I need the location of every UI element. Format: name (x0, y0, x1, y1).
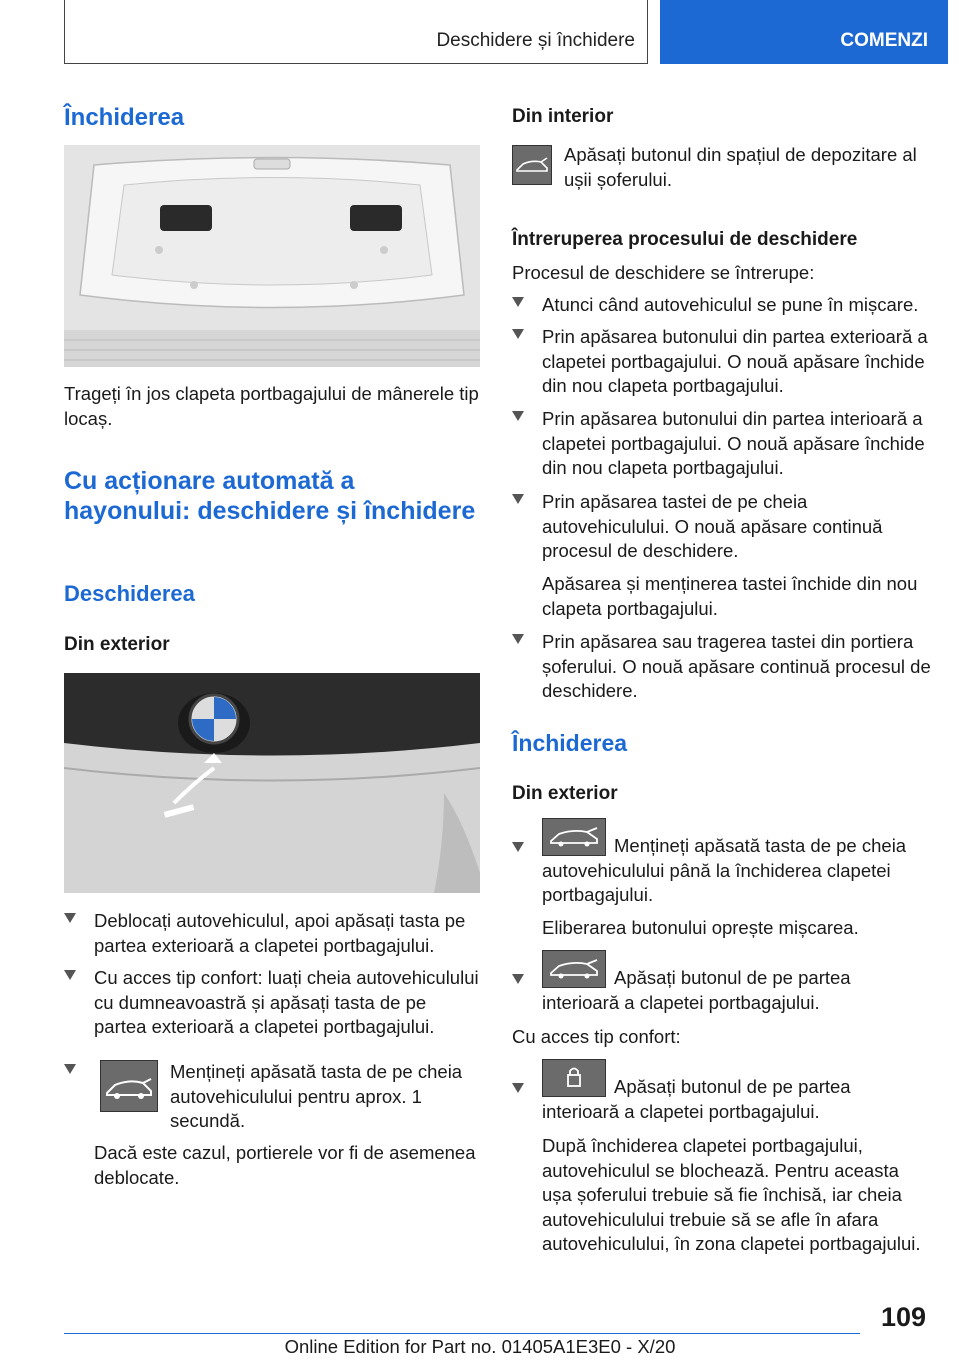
car-key-trunk-icon (100, 1060, 158, 1112)
list-item: Atunci când autovehiculul se pune în mișcare. (512, 293, 932, 318)
list-item: Deblocați autovehiculul, apoi apăsați tasta pe partea exterioară a clapetei portbagajului. (64, 909, 480, 958)
close3-note: După închiderea clapetei portbagajului, autovehiculul se blochează. Pentru aceasta ușa șoferului trebuie să fie închisă, iar cheia autovehiculului trebuie să se afle în afara autovehiculului, în zona clapetei portbagajului. (542, 1135, 921, 1254)
list-item: Prin apăsarea sau tragerea tastei din portiera șoferului. O nouă apăsare continuă procesul de deschidere. (512, 630, 932, 704)
heading-automatic: Cu acționare automată a hayonului: deschidere și închidere (64, 467, 476, 525)
header-title-box (64, 0, 648, 64)
interrupt-intro: Procesul de deschidere se întrerupe: (512, 262, 815, 283)
door-button-icon (512, 145, 552, 185)
header-title: Deschidere și închidere (436, 30, 635, 51)
bullet-triangle-icon (512, 494, 524, 504)
key-note: Dacă este cazul, portierele vor fi de asemenea deblocate. (94, 1142, 476, 1188)
list-item: Apăsați butonul de pe partea interioară a clapetei portbagajului. (512, 1059, 932, 1124)
list-item: Cu acces tip confort: luați cheia autovehiculului cu dumneavoastră și apăsați tasta de pe partea exterioară a clapetei portbagajului. (64, 966, 480, 1040)
header-section-tab (660, 0, 948, 64)
list-item: Prin apăsarea butonului din partea exterioară a clapetei portbagajului. O nouă apăsare închide din nou clapeta portbagajului. (512, 325, 932, 399)
heading-from-inside: Din interior (512, 106, 614, 127)
list-item: Mențineți apăsată tasta de pe cheia autovehiculului pentru aprox. 1 secundă. (64, 1060, 480, 1134)
bullet-triangle-icon (512, 842, 524, 852)
trunk-button-image (64, 673, 480, 893)
list-item: Apăsați butonul de pe partea interioară a clapetei portbagajului. (512, 950, 932, 1015)
bullet-triangle-icon (512, 297, 524, 307)
caption-pull-down: Trageți în jos clapeta portbagajului de mânerele tip locaș. (64, 383, 479, 429)
footer-divider (64, 1333, 860, 1334)
bullet-triangle-icon (64, 913, 76, 923)
header-section-label: COMENZI (840, 30, 928, 51)
comfort-access-label: Cu acces tip confort: (512, 1026, 681, 1047)
car-key-trunk-icon (542, 818, 606, 856)
list-item: Prin apăsarea tastei de pe cheia autovehiculului. O nouă apăsare continuă procesul de deschidere. (512, 490, 932, 564)
bullet-triangle-icon (512, 1083, 524, 1093)
close1-note: Eliberarea butonului oprește mișcarea. (542, 917, 859, 938)
bullet-triangle-icon (512, 329, 524, 339)
bullet-triangle-icon (64, 1064, 76, 1074)
bullet-triangle-icon (512, 411, 524, 421)
page-number: 109 (880, 1302, 926, 1332)
heading-from-outside: Din exterior (64, 634, 170, 655)
footer-edition: Online Edition for Part no. 01405A1E3E0 - X/20 (284, 1336, 676, 1357)
heading-from-outside-2: Din exterior (512, 783, 618, 804)
heading-closing: Închiderea (64, 104, 185, 131)
car-key-trunk-icon (542, 950, 606, 988)
bullet-triangle-icon (512, 634, 524, 644)
trunk-lid-interior-image (64, 145, 480, 367)
inside-instruction: Apăsați butonul din spațiul de depozitare al ușii șoferului. (564, 144, 917, 190)
heading-closing-2: Închiderea (512, 730, 628, 756)
heading-interrupt: Întreruperea procesului de deschidere (512, 229, 858, 250)
heading-opening: Deschiderea (64, 581, 195, 606)
list-item: Mențineți apăsată tasta de pe cheia autovehiculului până la închiderea clapetei portbagajului. (512, 818, 932, 908)
bullet-triangle-icon (512, 974, 524, 984)
list-item: Prin apăsarea butonului din partea interioară a clapetei portbagajului. O nouă apăsare închide din nou clapeta portbagajului. (512, 407, 932, 481)
interrupt-note: Apăsarea și menținerea tastei închide din nou clapeta portbagajului. (542, 573, 918, 619)
lock-icon (542, 1059, 606, 1097)
bullet-triangle-icon (64, 970, 76, 980)
